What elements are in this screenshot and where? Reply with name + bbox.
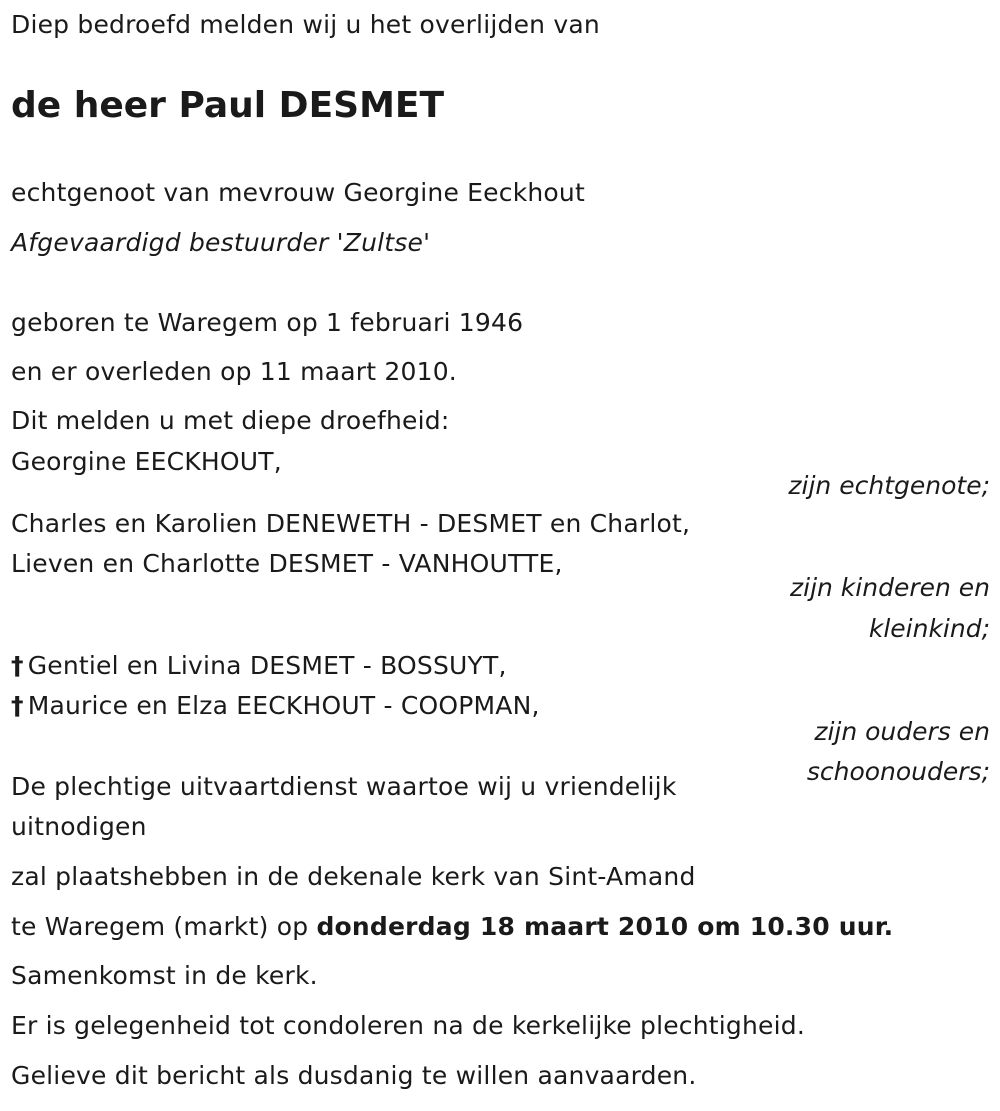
cross-icon: † xyxy=(11,691,24,720)
funeral-line-2: uitnodigen xyxy=(11,812,147,841)
spouse-name: Georgine EECKHOUT, xyxy=(11,447,282,476)
funeral-line-5: Samenkomst in de kerk. xyxy=(11,961,318,990)
parents-line-1 xyxy=(11,650,507,682)
funeral-datetime: donderdag 18 maart 2010 om 10.30 uur. xyxy=(316,912,894,941)
children-relation-2: kleinkind; xyxy=(868,614,990,643)
parents-name-2: Maurice en Elza EECKHOUT - COOPMAN, xyxy=(27,691,540,720)
deceased-name: de heer Paul DESMET xyxy=(11,85,445,126)
spouse-line: echtgenoot van mevrouw Georgine Eeckhout xyxy=(11,178,585,207)
parents-line-2 xyxy=(11,690,540,722)
funeral-line-3: zal plaatshebben in de dekenale kerk van Sint-Amand xyxy=(11,862,696,891)
funeral-line-6: Er is gelegenheid tot condoleren na de kerkelijke plechtigheid. xyxy=(11,1011,805,1040)
spouse-relation: zijn echtgenote; xyxy=(788,471,990,500)
role-line: Afgevaardigd bestuurder 'Zultse' xyxy=(11,228,431,257)
children-line-2: Lieven en Charlotte DESMET - VANHOUTTE, xyxy=(11,549,563,578)
born-line: geboren te Waregem op 1 februari 1946 xyxy=(11,308,524,337)
children-line-1: Charles en Karolien DENEWETH - DESMET en Charlot, xyxy=(11,509,691,538)
children-relation-1: zijn kinderen en xyxy=(790,573,990,602)
intro-text: Diep bedroefd melden wij u het overlijden van xyxy=(11,10,600,39)
cross-icon: † xyxy=(11,651,24,680)
parents-name-1: Gentiel en Livina DESMET - BOSSUYT, xyxy=(27,651,507,680)
funeral-location: te Waregem (markt) op xyxy=(11,912,317,941)
parents-relation-1: zijn ouders en xyxy=(814,717,990,746)
funeral-line-7: Gelieve dit bericht als dusdanig te willen aanvaarden. xyxy=(11,1061,697,1090)
died-line: en er overleden op 11 maart 2010. xyxy=(11,357,457,386)
announce-line: Dit melden u met diepe droefheid: xyxy=(11,406,450,435)
funeral-line-1: De plechtige uitvaartdienst waartoe wij u vriendelijk xyxy=(11,772,677,801)
funeral-line-4 xyxy=(11,911,893,943)
parents-relation-2: schoonouders; xyxy=(806,757,990,786)
